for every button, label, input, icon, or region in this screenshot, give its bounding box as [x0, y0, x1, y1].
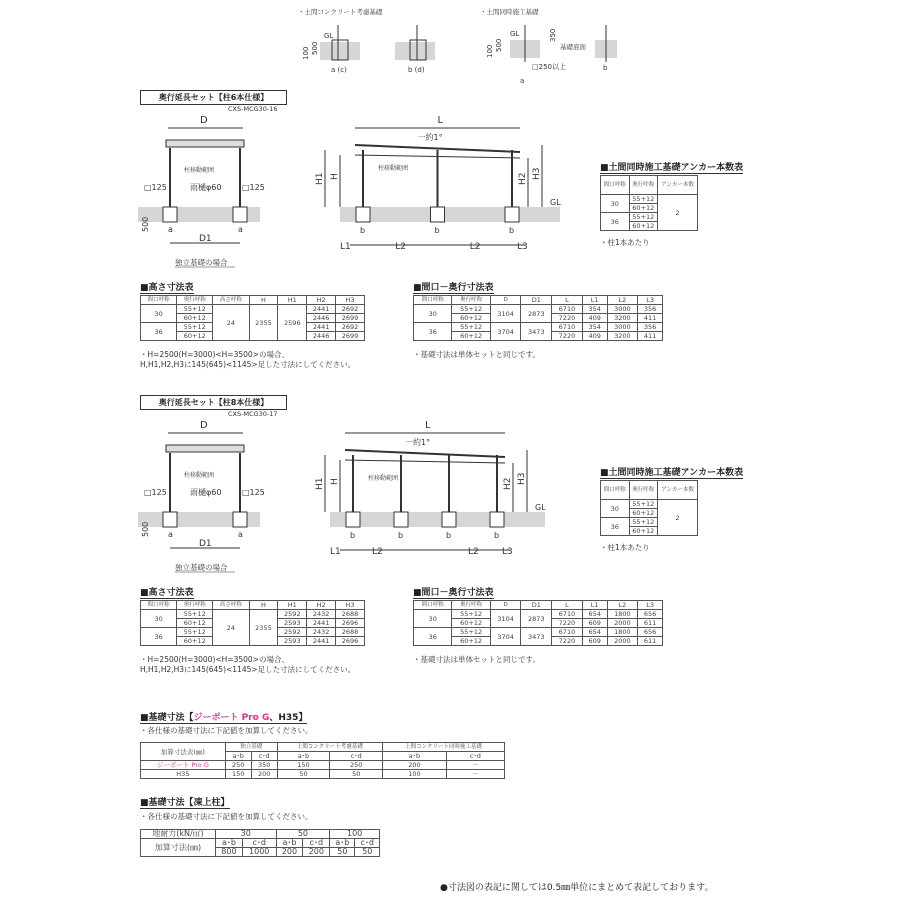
header-cell: H3	[336, 296, 365, 305]
label-l1: L1	[340, 242, 351, 252]
table-cell: 2596	[278, 305, 307, 341]
table-cell: 50	[330, 770, 383, 779]
table-cell: 2688	[336, 610, 365, 619]
table-cell: 30	[141, 610, 177, 628]
table-cell: 55+12	[629, 213, 658, 222]
move-range-label: 柱移動範囲	[378, 165, 409, 172]
table-cell: 36	[141, 323, 177, 341]
depth-500: 500	[141, 216, 150, 232]
table-cell: a･b	[225, 752, 251, 761]
anchor-note: ・柱1本あたり	[600, 543, 650, 552]
table-cell: 2593	[278, 619, 307, 628]
table-cell: 409	[582, 314, 607, 323]
depth-note: ・基礎寸法は単体セットと同じです。	[413, 350, 540, 359]
label-a: a	[238, 225, 243, 234]
move-range-label: 柱移動範囲	[368, 475, 399, 482]
table-row	[601, 195, 698, 204]
slope-label: 一約1°	[405, 438, 431, 447]
table-cell: 356	[638, 305, 663, 314]
table-cell: 独立基礎	[225, 743, 277, 752]
post-size-right: □125	[242, 183, 265, 192]
header-cell: 奥行呼称	[452, 296, 490, 305]
table-cell: 250	[225, 761, 251, 770]
header-cell: 間口呼称	[601, 176, 630, 195]
table-cell: 356	[638, 323, 663, 332]
height-table-title: ■高さ寸法表	[140, 280, 194, 294]
table-cell: 2	[658, 500, 698, 536]
label-b: b	[434, 226, 440, 235]
table-cell: 200	[303, 848, 330, 857]
table-cell: 2441	[307, 637, 336, 646]
table-cell: 30	[414, 610, 452, 628]
header-cell: 間口呼称	[414, 296, 452, 305]
svg-text:b (d): b (d)	[408, 66, 425, 74]
table-cell: c･d	[303, 839, 330, 848]
header-cell: D	[490, 601, 521, 610]
label-a: a	[168, 225, 173, 234]
svg-text:a (c): a (c)	[331, 66, 347, 74]
depth-500: 500	[141, 521, 150, 537]
header-cell: H	[249, 296, 278, 305]
svg-text:基礎底面: 基礎底面	[560, 43, 586, 51]
table-cell: c･d	[242, 839, 276, 848]
table-cell: 2446	[307, 314, 336, 323]
table-cell: a･b	[216, 839, 243, 848]
depth-table	[413, 600, 663, 646]
table-cell: 1800	[607, 610, 638, 619]
table-cell: c･d	[446, 752, 504, 761]
product-code: CXS-MCG30-17	[228, 410, 278, 418]
svg-text:b: b	[603, 64, 608, 72]
independent-footing-label: 独立基礎の場合	[175, 563, 228, 572]
table-cell: 150	[225, 770, 251, 779]
table-cell: 30	[141, 305, 177, 323]
table-cell: 加算寸法(㎜)	[141, 839, 216, 857]
table-cell: 加算寸法表(㎜)	[141, 743, 226, 761]
section-title: 奥行延長セット【柱8本仕様】	[140, 395, 287, 410]
table-cell: 409	[582, 332, 607, 341]
footer-note: ●寸法図の表記に関しては0.5㎜単位にまとめて表記しております。	[440, 883, 714, 893]
gutter-label: 雨樋φ60	[190, 183, 222, 192]
table-cell: 100	[383, 770, 447, 779]
height-note: ・H=2500(H=3000)<H=3500>の場合、	[140, 655, 289, 664]
header-cell: 奥行呼称	[452, 601, 490, 610]
table-cell: 609	[582, 637, 607, 646]
anchor-note: ・柱1本あたり	[600, 238, 650, 247]
label-b: b	[398, 531, 404, 540]
table-cell: 656	[638, 628, 663, 637]
svg-text:350: 350	[549, 28, 557, 42]
ground-level-label: GL	[535, 503, 546, 512]
post-size-left: □125	[144, 183, 167, 192]
label-l2: L2	[395, 242, 406, 252]
table-cell: 55+12	[177, 628, 213, 637]
table-cell: 55+12	[629, 195, 658, 204]
table-row	[601, 500, 698, 509]
table-cell: a･b	[330, 839, 355, 848]
table-cell: 55+12	[452, 610, 490, 619]
section-drawing	[0, 0, 600, 275]
table-cell: 土間コンクリート考慮基礎	[277, 743, 383, 752]
detail-label-simultaneous: ・土間同時施工基礎	[480, 8, 539, 16]
table-cell: 36	[414, 628, 452, 646]
table-cell: 3200	[607, 332, 638, 341]
svg-text:GL: GL	[324, 32, 334, 40]
table-cell: 60+12	[629, 509, 658, 518]
table-cell: 100	[330, 830, 380, 839]
table-cell: 354	[582, 305, 607, 314]
foundation-frost-table	[140, 829, 380, 857]
table-cell: 55+12	[452, 323, 490, 332]
table-cell: 411	[638, 314, 663, 323]
svg-text:100: 100	[486, 44, 494, 58]
label-h3: H3	[532, 167, 542, 180]
anchor-table	[600, 175, 698, 231]
ground-level-label: GL	[550, 198, 561, 207]
table-cell: a･b	[383, 752, 447, 761]
label-l2: L2	[372, 547, 383, 557]
foundation-pro-g-note: ・各仕様の基礎寸法に下記値を加算してください。	[140, 726, 313, 735]
table-cell: ジーポート Pro G	[141, 761, 226, 770]
table-cell: 350	[251, 761, 277, 770]
table-cell: 7220	[552, 314, 583, 323]
table-cell: 3704	[490, 628, 521, 646]
table-cell: 50	[277, 770, 330, 779]
label-a: a	[168, 530, 173, 539]
table-cell: 60+12	[629, 222, 658, 231]
table-cell: －	[446, 761, 504, 770]
table-cell: 55+12	[177, 323, 213, 332]
label-h2: H2	[503, 477, 513, 490]
table-cell: 411	[638, 332, 663, 341]
table-cell: 611	[638, 637, 663, 646]
svg-text:500: 500	[311, 41, 319, 55]
table-cell: c･d	[330, 752, 383, 761]
table-cell: 30	[601, 195, 630, 213]
table-cell: 60+12	[177, 332, 213, 341]
move-range-label: 柱移動範囲	[184, 472, 215, 479]
table-cell: 609	[582, 619, 607, 628]
height-table	[140, 600, 365, 646]
anchor-table	[600, 480, 698, 536]
product-code: CXS-MCG30-16	[228, 105, 278, 113]
table-cell: 2000	[607, 619, 638, 628]
table-cell: 50	[355, 848, 380, 857]
header-cell: L	[552, 601, 583, 610]
section-drawing	[0, 305, 600, 580]
foundation-frost-title: ■基礎寸法【凍上柱】	[140, 795, 230, 809]
foundation-pro-g-table	[140, 742, 505, 779]
table-cell: 7220	[552, 619, 583, 628]
gutter-label: 雨樋φ60	[190, 488, 222, 497]
header-cell: L3	[638, 601, 663, 610]
label-a: a	[238, 530, 243, 539]
label-d1: D1	[199, 234, 212, 244]
table-cell: 地耐力(kN/㎡)	[141, 830, 216, 839]
header-cell: H1	[278, 296, 307, 305]
table-cell: 6710	[552, 305, 583, 314]
table-row	[141, 610, 365, 619]
header-cell: D1	[521, 296, 552, 305]
table-cell: 2699	[336, 332, 365, 341]
detail-label-slab: ・土間コンクリート考慮基礎	[298, 8, 383, 16]
post-size-right: □125	[242, 488, 265, 497]
header-cell: 高さ呼称	[213, 296, 249, 305]
table-cell: 2592	[278, 610, 307, 619]
table-cell: 60+12	[177, 637, 213, 646]
table-cell: 60+12	[452, 332, 490, 341]
label-h2: H2	[518, 172, 528, 185]
table-cell: 200	[276, 848, 303, 857]
label-h3: H3	[517, 472, 527, 485]
table-cell: 60+12	[452, 637, 490, 646]
table-cell: 2441	[307, 619, 336, 628]
label-l3: L3	[517, 242, 528, 252]
table-cell: 24	[213, 305, 249, 341]
table-cell: 7220	[552, 332, 583, 341]
label-h1: H1	[315, 477, 325, 490]
table-cell: －	[446, 770, 504, 779]
label-h1: H1	[315, 172, 325, 185]
table-cell: 36	[601, 518, 630, 536]
table-cell: 2355	[249, 305, 278, 341]
table-cell: 7220	[552, 637, 583, 646]
label-h: H	[330, 478, 340, 485]
header-cell: L1	[582, 296, 607, 305]
table-cell: 60+12	[177, 619, 213, 628]
table-cell: 3000	[607, 323, 638, 332]
table-cell: 50	[276, 830, 330, 839]
table-cell: 55+12	[452, 628, 490, 637]
table-cell: 2432	[307, 628, 336, 637]
table-cell: 55+12	[629, 518, 658, 527]
table-cell: 2699	[336, 314, 365, 323]
table-cell: 656	[638, 610, 663, 619]
table-cell: 55+12	[452, 305, 490, 314]
header-cell: 間口呼称	[141, 296, 177, 305]
header-cell: 奥行呼称	[629, 176, 658, 195]
header-cell: H3	[336, 601, 365, 610]
table-cell: 2441	[307, 305, 336, 314]
height-table-title: ■高さ寸法表	[140, 585, 194, 599]
table-cell: 200	[251, 770, 277, 779]
table-cell: 55+12	[177, 305, 213, 314]
label-l3: L3	[502, 547, 513, 557]
table-cell: 654	[582, 610, 607, 619]
table-cell: 250	[330, 761, 383, 770]
table-row	[414, 628, 663, 637]
foundation-frost-note: ・各仕様の基礎寸法に下記値を加算してください。	[140, 812, 313, 821]
label-l: L	[425, 420, 431, 431]
foundation-pro-g-title: ■基礎寸法【ジーポート Pro G、H35】	[140, 710, 307, 724]
header-cell: L3	[638, 296, 663, 305]
label-l1: L1	[330, 547, 341, 557]
table-cell: 6710	[552, 323, 583, 332]
table-cell: 654	[582, 628, 607, 637]
table-cell: 2873	[521, 610, 552, 628]
label-b: b	[446, 531, 452, 540]
table-cell: 30	[414, 305, 452, 323]
depth-table-title: ■間口－奥行寸法表	[413, 280, 494, 294]
table-cell: 36	[414, 323, 452, 341]
label-l: L	[437, 115, 444, 126]
table-cell: 50	[330, 848, 355, 857]
table-cell: a･b	[276, 839, 303, 848]
section-title: 奥行延長セット【柱6本仕様】	[140, 90, 287, 105]
header-cell: H1	[278, 601, 307, 610]
slope-label: 一約1°	[417, 133, 443, 142]
label-b: b	[494, 531, 500, 540]
table-cell: 2696	[336, 619, 365, 628]
anchor-table-title: ■土間同時施工基礎アンカー本数表	[600, 160, 743, 174]
depth-note: ・基礎寸法は単体セットと同じです。	[413, 655, 540, 664]
header-cell: L1	[582, 601, 607, 610]
table-cell: 2696	[336, 637, 365, 646]
header-cell: 奥行呼称	[177, 296, 213, 305]
table-cell: 1000	[242, 848, 276, 857]
table-cell: 30	[601, 500, 630, 518]
table-cell: 354	[582, 323, 607, 332]
table-cell: 55+12	[177, 610, 213, 619]
table-cell: 60+12	[452, 314, 490, 323]
table-cell: 55+12	[629, 500, 658, 509]
table-cell: 2692	[336, 323, 365, 332]
table-cell: 3473	[521, 628, 552, 646]
height-note: ・H=2500(H=3000)<H=3500>の場合、	[140, 350, 289, 359]
svg-text:GL: GL	[510, 30, 520, 38]
table-cell: 2441	[307, 323, 336, 332]
header-cell: H2	[307, 296, 336, 305]
height-note: H,H1,H2,H3に145(645)<1145>足した寸法にしてください。	[140, 360, 356, 369]
header-cell: 奥行呼称	[177, 601, 213, 610]
svg-text:100: 100	[302, 46, 310, 60]
move-range-label: 柱移動範囲	[184, 167, 215, 174]
table-cell: 2873	[521, 305, 552, 323]
table-cell: 1800	[607, 628, 638, 637]
label-d: D	[200, 420, 208, 431]
table-cell: 2688	[336, 628, 365, 637]
header-cell: アンカー本数	[658, 481, 698, 500]
table-cell: 36	[601, 213, 630, 231]
table-cell: 60+12	[629, 204, 658, 213]
header-cell: 高さ呼称	[213, 601, 249, 610]
label-d1: D1	[199, 539, 212, 549]
table-cell: 2000	[607, 637, 638, 646]
label-b: b	[509, 226, 515, 235]
table-cell: 60+12	[452, 619, 490, 628]
table-cell: c･d	[355, 839, 380, 848]
label-b: b	[360, 226, 366, 235]
header-cell: 間口呼称	[601, 481, 630, 500]
table-cell: 200	[383, 761, 447, 770]
depth-table-title: ■間口－奥行寸法表	[413, 585, 494, 599]
table-cell: 800	[216, 848, 243, 857]
height-note: H,H1,H2,H3に145(645)<1145>足した寸法にしてください。	[140, 665, 356, 674]
table-cell: 土間コンクリート同時施工基礎	[383, 743, 505, 752]
table-cell: c･d	[251, 752, 277, 761]
label-h: H	[330, 173, 340, 180]
header-cell: アンカー本数	[658, 176, 698, 195]
table-cell: a･b	[277, 752, 330, 761]
label-l2: L2	[469, 242, 481, 252]
table-cell: 611	[638, 619, 663, 628]
svg-text:500: 500	[495, 38, 503, 52]
label-d: D	[200, 115, 208, 126]
table-cell: 3473	[521, 323, 552, 341]
table-cell: 30	[216, 830, 277, 839]
table-cell: 3104	[490, 610, 521, 628]
header-cell: H2	[307, 601, 336, 610]
table-row	[414, 610, 663, 619]
table-cell: 60+12	[177, 314, 213, 323]
table-cell: 3000	[607, 305, 638, 314]
svg-text:a: a	[520, 77, 525, 85]
header-cell: D1	[521, 601, 552, 610]
header-cell: L	[552, 296, 583, 305]
anchor-table-title: ■土間同時施工基礎アンカー本数表	[600, 465, 743, 479]
table-cell: 3104	[490, 305, 521, 323]
label-b: b	[350, 531, 356, 540]
svg-text:□250以上: □250以上	[532, 63, 566, 71]
table-cell: 36	[141, 628, 177, 646]
independent-footing-label: 独立基礎の場合	[175, 258, 228, 267]
table-cell: 2692	[336, 305, 365, 314]
label-l2: L2	[468, 547, 479, 557]
table-cell: 150	[277, 761, 330, 770]
table-cell: 6710	[552, 610, 583, 619]
table-cell: 60+12	[629, 527, 658, 536]
table-cell: 2446	[307, 332, 336, 341]
header-cell: L2	[607, 601, 638, 610]
header-cell: H	[249, 601, 278, 610]
table-cell: 3200	[607, 314, 638, 323]
header-cell: L2	[607, 296, 638, 305]
table-cell: 3704	[490, 323, 521, 341]
table-cell: H35	[141, 770, 226, 779]
table-cell: 6710	[552, 628, 583, 637]
table-cell: 2355	[249, 610, 278, 646]
table-cell: 2	[658, 195, 698, 231]
post-size-left: □125	[144, 488, 167, 497]
table-cell: 24	[213, 610, 249, 646]
header-cell: 奥行呼称	[629, 481, 658, 500]
header-cell: 間口呼称	[141, 601, 177, 610]
table-cell: 2592	[278, 628, 307, 637]
table-cell: 2432	[307, 610, 336, 619]
table-cell: 2593	[278, 637, 307, 646]
header-cell: 間口呼称	[414, 601, 452, 610]
header-cell: D	[490, 296, 521, 305]
